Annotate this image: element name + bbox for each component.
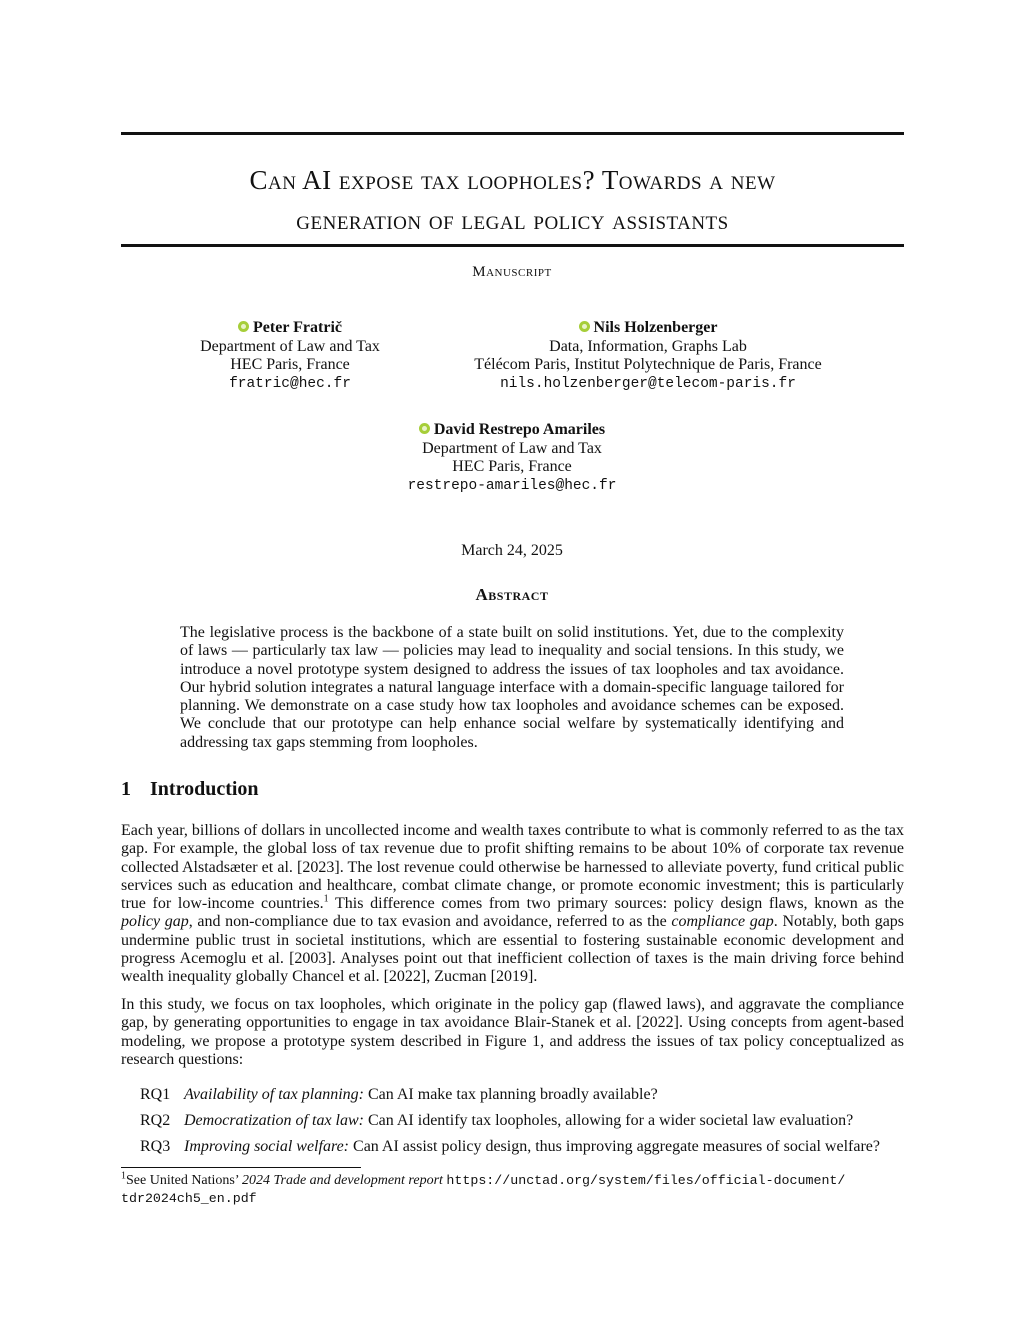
rq-text: Can AI identify tax loopholes, allowing for a wider societal law evaluation?	[367, 1112, 854, 1129]
abstract-heading: Abstract	[475, 585, 549, 604]
author-block	[140, 319, 440, 393]
author-location: Télécom Paris, Institut Polytechnique de Paris, France	[474, 356, 822, 373]
section-title: Introduction	[150, 778, 259, 800]
rq-topic: Improving social welfare:	[184, 1138, 350, 1155]
intro-paragraph-2: In this study, we focus on tax loopholes, which originate in the policy gap (flawed laws), and aggravate the compliance gap, by generating opportunities to engage in tax avoidance Blair-Stanek et al. [2022]. Using concepts from agent-based modeling, we propose a prototype system described in Figure 1, and address the issues of tax policy conceptualized as research questions:	[121, 996, 904, 1068]
section-number: 1	[121, 778, 131, 800]
intro-paragraph-1	[121, 822, 904, 987]
footnote	[121, 1172, 904, 1207]
author-name: David Restrepo Amariles	[433, 421, 606, 438]
rq-tag: RQ2	[140, 1112, 171, 1129]
paragraph-text: Each year, billions of dollars in uncollected income and wealth taxes contribute to what is commonly referred to as the tax gap. For example, the global loss of tax revenue due to profit shifting remains to be about 10% of corporate tax revenue collected Alstadsæter et al. [2023]. The lost revenue could otherwise be harnessed to alleviate poverty, fund critical public services such as education and healthcare, combat climate change, or promote economic investment; this is particularly true for low-income countries.	[121, 822, 904, 913]
paragraph-text: . Notably, both gaps undermine public trust in societal institutions, which are essential to fostering sustainable economic development and progress Acemoglu et al. [2003]. Analyses point out that inefficient collection of taxes is the main driving force behind wealth inequality globally Chancel et al. [2022], Zucman [2019].	[121, 913, 905, 986]
title-line-1: Can AI expose tax loopholes? Towards a new	[249, 165, 776, 195]
section-heading	[121, 778, 259, 801]
author-affiliation: Data, Information, Graphs Lab	[549, 337, 747, 355]
author-location: HEC Paris, France	[452, 458, 572, 475]
author-affiliation: Department of Law and Tax	[200, 337, 380, 355]
author-location: HEC Paris, France	[230, 356, 350, 373]
author-block	[362, 421, 662, 495]
paragraph-text: , and non-compliance due to tax evasion and avoidance, referred to as the	[188, 913, 672, 931]
manuscript-label: Manuscript	[472, 264, 552, 280]
footnote-prefix: See United Nations’	[126, 1173, 242, 1188]
title-top-rule	[121, 132, 904, 135]
rq-topic: Democratization of tax law:	[184, 1112, 364, 1129]
publication-date: March 24, 2025	[461, 542, 563, 559]
footnote-rule	[121, 1167, 361, 1168]
rq-topic: Availability of tax planning:	[184, 1086, 364, 1103]
author-affiliation: Department of Law and Tax	[422, 439, 602, 457]
research-question	[140, 1112, 904, 1130]
footnote-url[interactable]: https://unctad.org/system/files/official-document/	[446, 1173, 846, 1188]
footnote-report-title: 2024 Trade and development report	[242, 1173, 443, 1188]
policy-gap-term: policy gap	[121, 913, 189, 931]
abstract-text: The legislative process is the backbone of a state built on solid institutions. Yet, due to the complexity of laws — particularly tax law — policies may lead to inequality and social tensions. In this study, we introduce a novel prototype system designed to address the issues of tax loopholes and tax avoidance. Our hybrid solution integrates a natural language interface with a domain-specific language tailored for planning. We demonstrate on a case study how tax loopholes and avoidance schemes can be exposed. We conclude that our prototype can help enhance social welfare by systematically identifying and addressing tax gaps stemming from loopholes.	[180, 624, 844, 751]
paper-title	[121, 160, 904, 240]
author-name: Peter Fratrič	[253, 319, 342, 336]
author-name: Nils Holzenberger	[593, 319, 718, 336]
footnote-marker[interactable]: 1	[323, 893, 329, 905]
author-email[interactable]: fratric@hec.fr	[229, 375, 351, 392]
author-block	[448, 319, 848, 393]
rq-tag: RQ1	[140, 1086, 171, 1103]
footnote-url-continued[interactable]: tdr2024ch5_en.pdf	[121, 1190, 257, 1206]
research-question	[140, 1086, 904, 1104]
author-email[interactable]: restrepo-amariles@hec.fr	[407, 477, 617, 494]
orcid-icon[interactable]	[579, 321, 590, 332]
compliance-gap-term: compliance gap	[671, 913, 774, 931]
rq-text: Can AI make tax planning broadly available?	[367, 1086, 658, 1103]
footnote-number: 1	[121, 1170, 126, 1182]
rq-text: Can AI assist policy design, thus improving aggregate measures of social welfare?	[353, 1138, 880, 1155]
paragraph-text: This difference comes from two primary sources: policy design flaws, known as the	[328, 895, 904, 913]
research-question	[140, 1138, 904, 1156]
title-line-2: generation of legal policy assistants	[296, 205, 729, 235]
orcid-icon[interactable]	[238, 321, 249, 332]
title-bottom-rule	[121, 244, 904, 247]
author-email[interactable]: nils.holzenberger@telecom-paris.fr	[500, 375, 796, 392]
orcid-icon[interactable]	[419, 423, 430, 434]
rq-tag: RQ3	[140, 1138, 171, 1155]
